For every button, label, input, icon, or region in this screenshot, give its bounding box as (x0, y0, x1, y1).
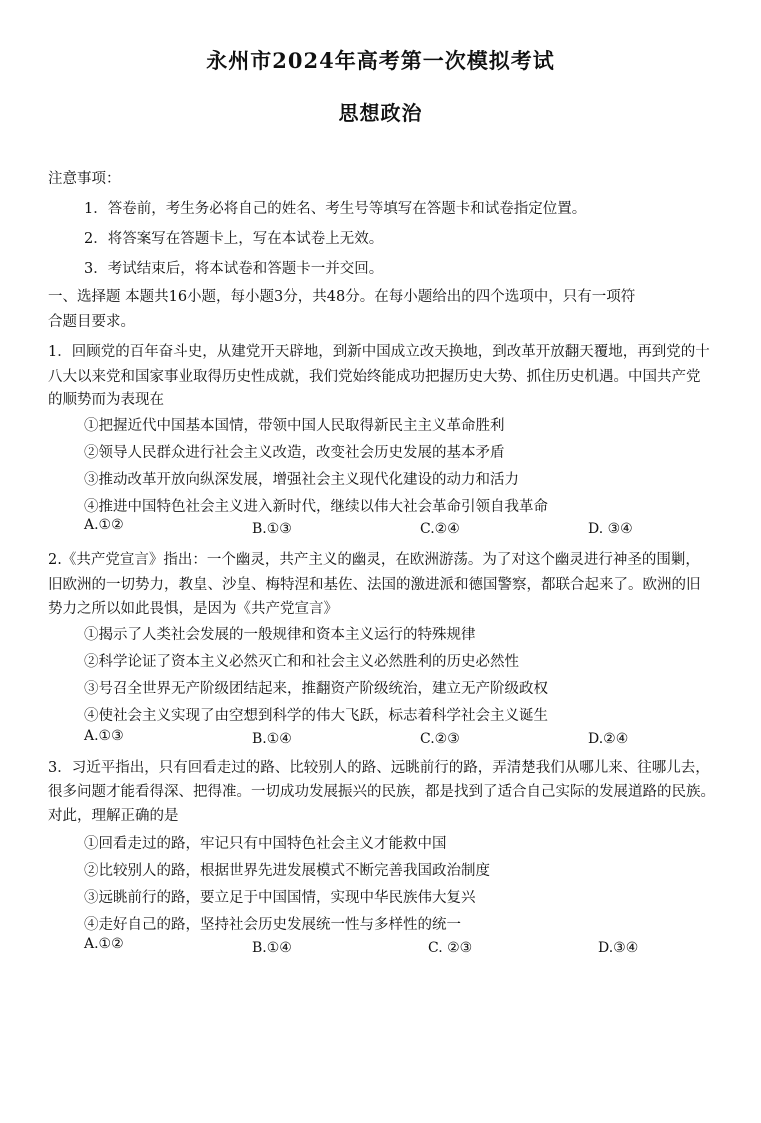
question-stem: 旧欧洲的一切势力，教皇、沙皇、梅特涅和基佐、法国的激进派和德国警察，都联合起来了。欧洲的旧 (48, 577, 701, 593)
option-b: B.①③ (252, 521, 292, 537)
statement: ②领导人民群众进行社会主义改造，改变社会历史发展的基本矛盾 (84, 445, 505, 461)
notice-item: 2．将答案写在答题卡上，写在本试卷上无效。 (84, 231, 384, 247)
question-stem: 1．回顾党的百年奋斗史，从建党开天辟地，到新中国成立改天换地，到改革开放翻天覆地，再到党的十 (48, 344, 710, 360)
question-stem: 很多问题才能看得深、把得准。一切成功发展振兴的民族，都是找到了适合自己实际的发展道路的民族。 (48, 784, 715, 800)
statement: ④推进中国特色社会主义进入新时代，继续以伟大社会革命引领自我革命 (84, 499, 548, 515)
statement: ③号召全世界无产阶级团结起来，推翻资产阶级统治，建立无产阶级政权 (84, 681, 548, 697)
question-stem: 2.《共产党宣言》指出：一个幽灵，共产主义的幽灵，在欧洲游荡。为了对这个幽灵进行神圣的围剿， (48, 552, 700, 568)
option-a: A.①③ (84, 728, 124, 744)
question-stem: 势力之所以如此畏惧，是因为《共产党宣言》 (48, 601, 338, 617)
notice-item: 3．考试结束后，将本试卷和答题卡一并交回。 (84, 261, 384, 277)
statement: ③推动改革开放向纵深发展，增强社会主义现代化建设的动力和活力 (84, 472, 519, 488)
section-instruction: 一、选择题 本题共16小题，每小题3分，共48分。在每小题给出的四个选项中，只有一项符 (48, 289, 636, 305)
statement: ①把握近代中国基本国情，带领中国人民取得新民主主义革命胜利 (84, 418, 505, 434)
section-instruction: 合题目要求。 (48, 314, 135, 330)
subject-title: 思想政治 (338, 101, 423, 125)
option-a: A.①② (84, 936, 124, 952)
statement: ①回看走过的路，牢记只有中国特色社会主义才能救中国 (84, 836, 447, 852)
notice-heading: 注意事项： (48, 171, 121, 187)
question-stem: 3．习近平指出，只有回看走过的路、比较别人的路、远眺前行的路，弄清楚我们从哪儿来、往哪儿去， (48, 760, 710, 776)
statement: ③远眺前行的路，要立足于中国国情，实现中华民族伟大复兴 (84, 890, 476, 906)
notice-item: 1．答卷前，考生务必将自己的姓名、考生号等填写在答题卡和试卷指定位置。 (84, 201, 587, 217)
question-stem: 八大以来党和国家事业取得历史性成就，我们党始终能成功把握历史大势、抓住历史机遇。中国共产党 (48, 369, 701, 385)
option-b: B.①④ (252, 731, 292, 747)
exam-title: 永州市2024年高考第一次模拟考试 (206, 48, 555, 73)
option-c: C. ②③ (428, 940, 473, 956)
option-d: D.②④ (588, 731, 629, 747)
statement: ②比较别人的路，根据世界先进发展模式不断完善我国政治制度 (84, 863, 490, 879)
option-c: C.②④ (420, 521, 460, 537)
question-stem: 的顺势而为表现在 (48, 392, 164, 408)
option-d: D. ③④ (588, 521, 633, 537)
statement: ①揭示了人类社会发展的一般规律和资本主义运行的特殊规律 (84, 627, 476, 643)
option-d: D.③④ (598, 940, 639, 956)
option-b: B.①④ (252, 940, 292, 956)
question-stem: 对此，理解正确的是 (48, 808, 179, 824)
statement: ②科学论证了资本主义必然灭亡和和社会主义必然胜利的历史必然性 (84, 654, 519, 670)
option-a: A.①② (84, 517, 124, 533)
statement: ④使社会主义实现了由空想到科学的伟大飞跃，标志着科学社会主义诞生 (84, 708, 548, 724)
statement: ④走好自己的路，坚持社会历史发展统一性与多样性的统一 (84, 917, 461, 933)
option-c: C.②③ (420, 731, 460, 747)
